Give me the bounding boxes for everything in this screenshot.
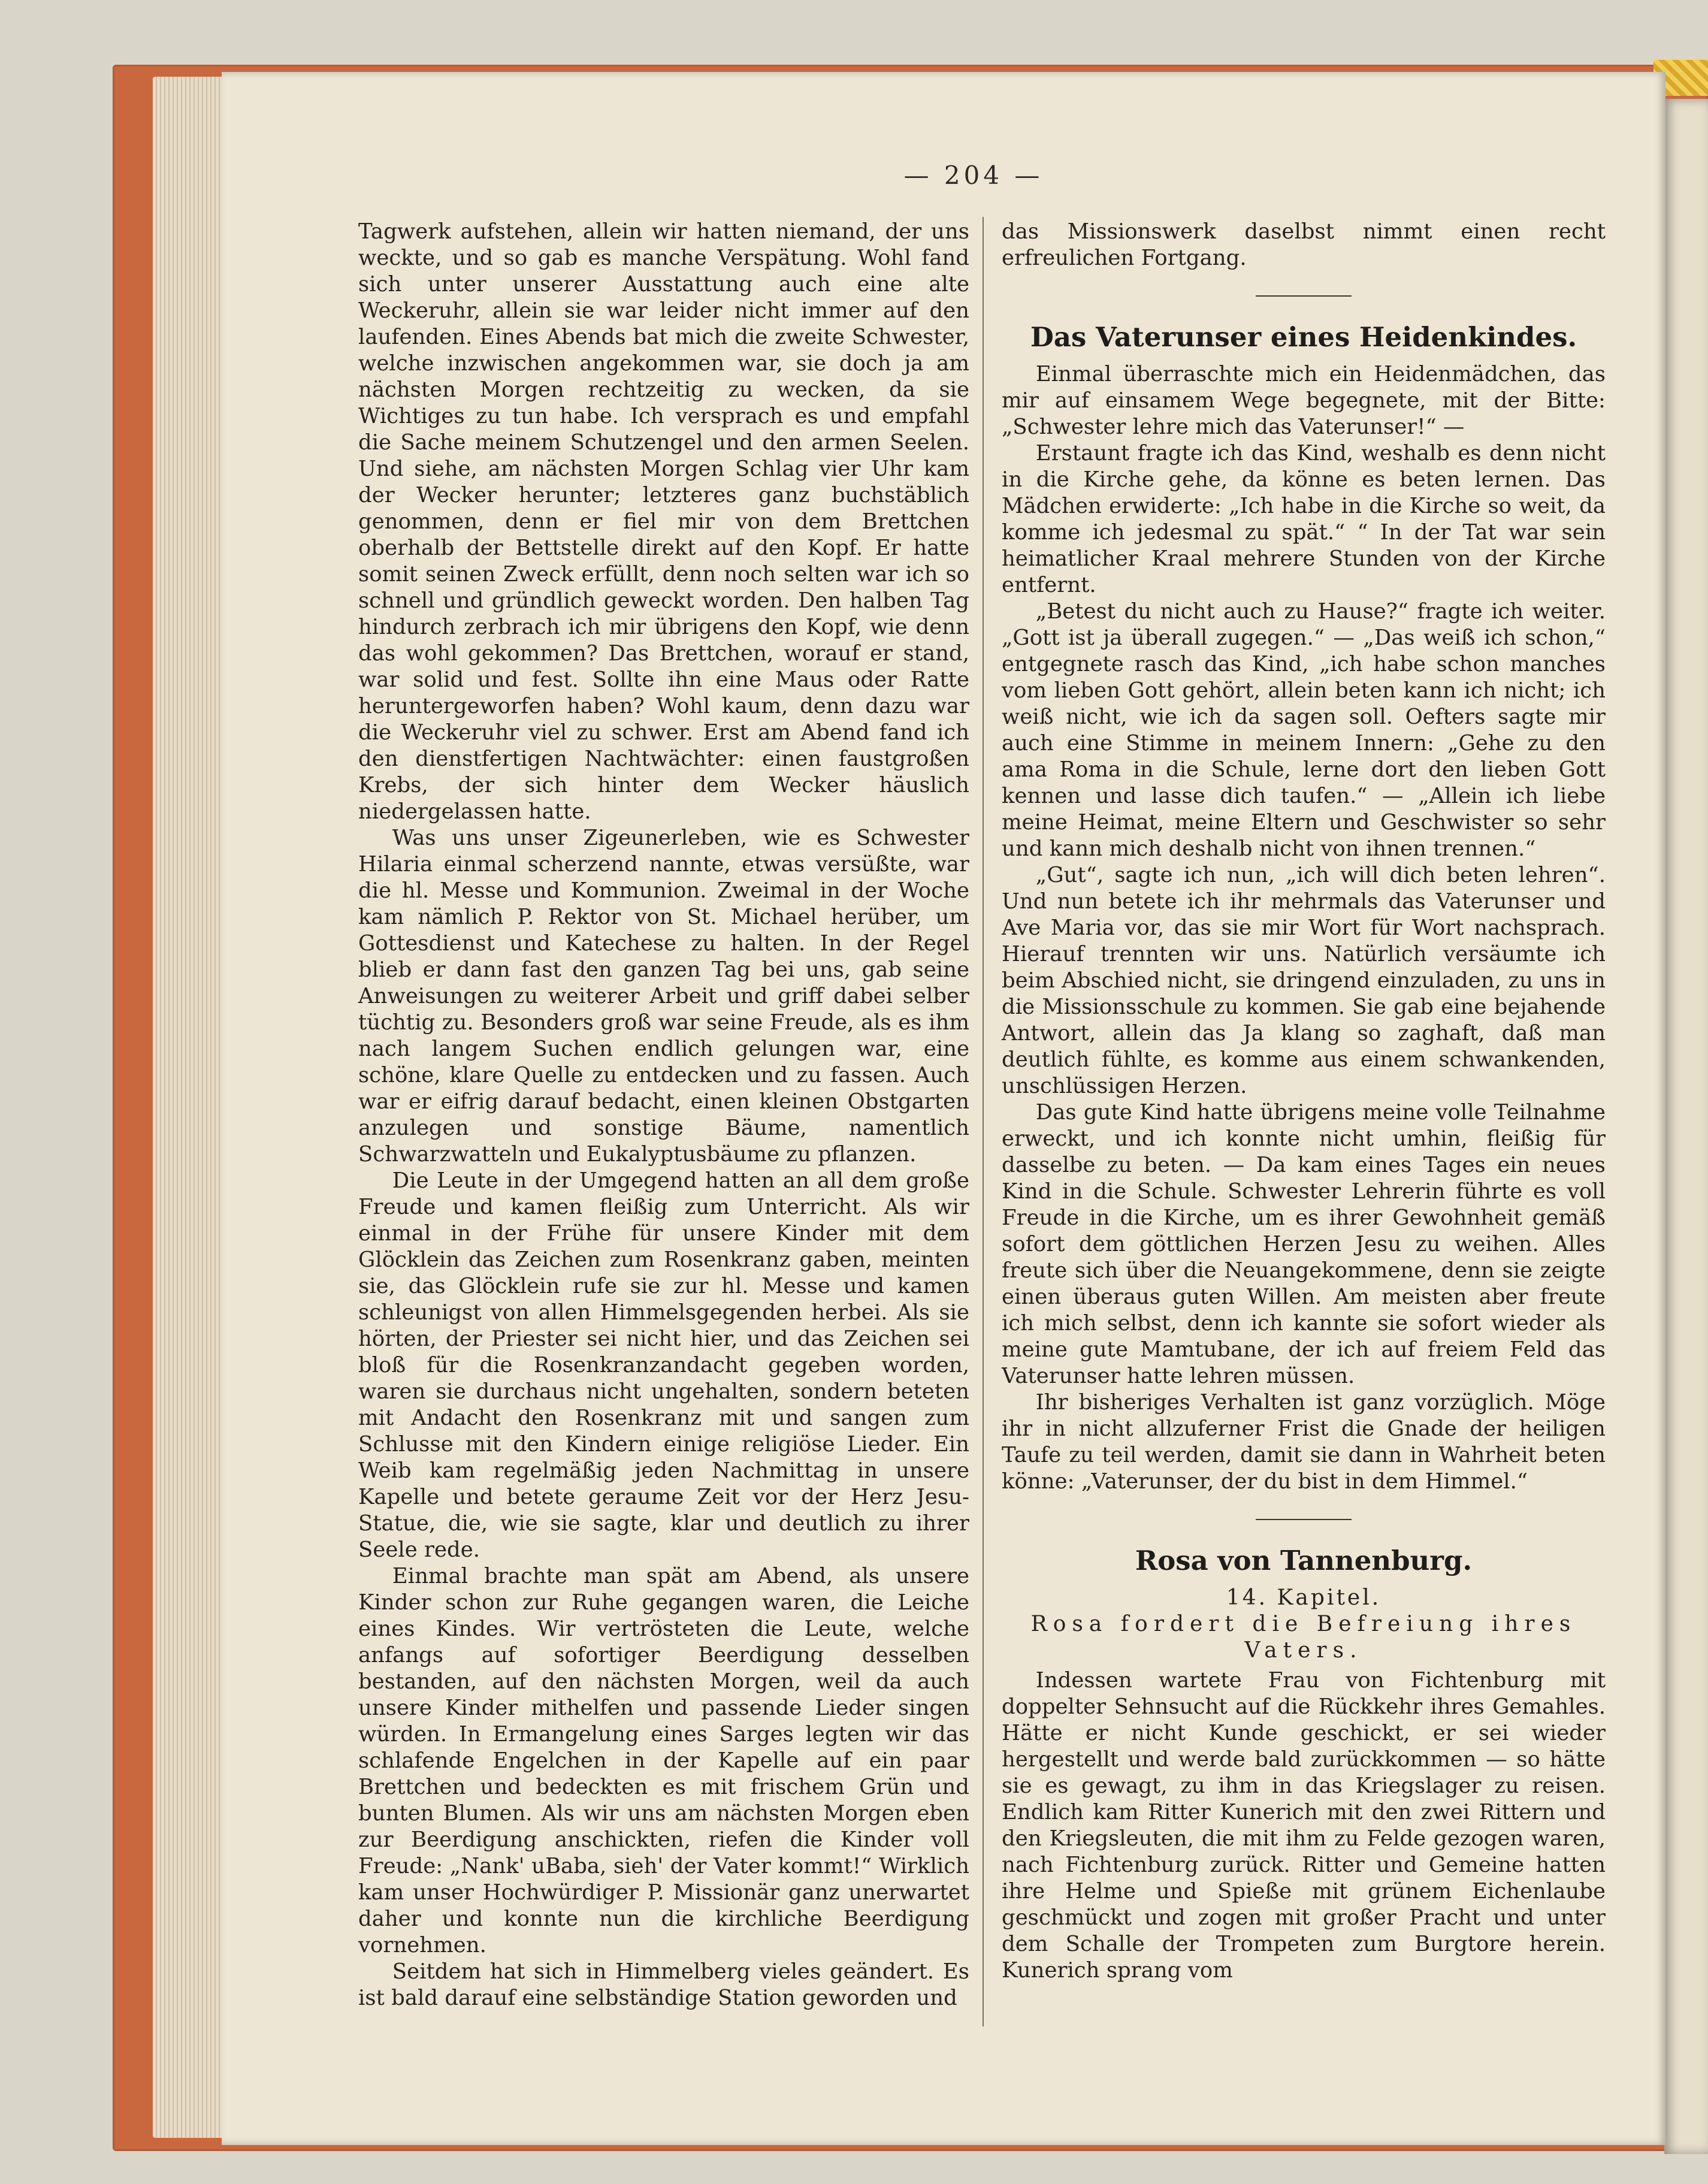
paragraph: Einmal brachte man spät am Abend, als unsere Kinder schon zur Ruhe gegangen waren, die Leiche eines Kindes. Wir vertrösteten die Leute, welche anfangs auf sofortiger Beerdigung desselben bestanden, auf den nächsten Morgen, weil da auch unsere Kinder mithelfen und passende Lieder singen würden. In Ermangelung eines Sarges legten wir das schlafende Engelchen in der Kapelle auf ein paar Brettchen und bedeckten es mit frischem Grün und bunten Blumen. Als wir uns am nächsten Morgen eben zur Beerdigung anschickten, riefen die Kinder voll Freude: „Nank' uBaba, sieh' der Vater kommt!“ Wirklich kam unser Hochwürdiger P. Missionär ganz unerwartet daher und konnte nun die kirchliche Beerdigung vornehmen. xyxy=(358,1564,969,1958)
article-title: Das Vaterunser eines Heidenkindes. xyxy=(1030,321,1577,353)
column-divider xyxy=(983,217,984,2026)
chapter-number: 14. Kapitel. xyxy=(1226,1585,1381,1610)
paragraph: Tagwerk aufstehen, allein wir hatten niemand, der uns weckte, und so gab es manche Verspätung. Wohl fand sich unter unserer Ausstattung auch eine alte Weckeruhr, allein sie war leider nicht immer auf den laufenden. Eines Abends bat mich die zweite Schwester, welche inzwischen angekommen war, sie doch ja am nächsten Morgen rechtzeitig zu wecken, da sie Wichtiges zu tun habe. Ich versprach es und empfahl die Sache meinem Schutzengel und den armen Seelen. Und siehe, am nächsten Morgen Schlag vier Uhr kam der Wecker herunter; letzteres ganz buchstäblich genommen, denn er fiel mir von dem Brettchen oberhalb der Bettstelle direkt auf den Kopf. Er hatte somit seinen Zweck erfüllt, denn noch selten war ich so schnell und gründlich geweckt worden. Den halben Tag hindurch zerbrach ich mir übrigens den Kopf, wie denn das wohl gekommen? Das Brettchen, worauf er stand, war solid und fest. Sollte ihn eine Maus oder Ratte heruntergeworfen haben? Wohl kaum, denn dazu war die Weckeruhr viel zu schwer. Erst am Abend fand ich den dienstfertigen Nachtwächter: einen faustgroßen Krebs, der sich hinter dem Wecker häuslich niedergelassen hatte. xyxy=(358,219,969,824)
section-rule xyxy=(1256,295,1352,297)
article-title: Rosa von Tannenburg. xyxy=(1135,1545,1473,1576)
paragraph: Die Leute in der Umgegend hatten an all dem große Freude und kamen fleißig zum Unterricht. Als wir einmal in der Frühe für unsere Kinder mit dem Glöcklein das Zeichen zum Rosenkranz gaben, meinten sie, das Glöcklein rufe sie zur hl. Messe und kamen schleunigst von allen Himmelsgegenden herbei. Als sie hörten, der Priester sei nicht hier, und das Zeichen sei bloß für die Rosenkranzandacht gegeben worden, waren sie durchaus nicht ungehalten, sondern beteten mit Andacht den Rosenkranz mit und sangen zum Schlusse mit den Kindern einige religiöse Lieder. Ein Weib kam regelmäßig jeden Nachmittag in unsere Kapelle und betete geraume Zeit vor der Herz Jesu-Statue, die, wie sie sagte, klar und deutlich zu ihrer Seele rede. xyxy=(358,1168,969,1562)
page-number: — 204 — xyxy=(903,161,1044,190)
paragraph: Ihr bisheriges Verhalten ist ganz vorzüglich. Möge ihr in nicht allzuferner Frist die Gnade der heiligen Taufe zu teil werden, damit sie dann in Wahrheit beten könne: „Vaterunser, der du bist in dem Himmel.“ xyxy=(1002,1390,1606,1494)
paragraph: „Betest du nicht auch zu Hause?“ fragte ich weiter. „Gott ist ja überall zugegen.“ — „Das weiß ich schon,“ entgegnete rasch das Kind, „ich habe schon manches vom lieben Gott gehört, allein beten kann ich nicht; ich weiß nicht, wie ich da sagen soll. Oefters sagte mir auch eine Stimme in meinem Innern: „Gehe zu den ama Roma in die Schule, lerne dort den lieben Gott kennen und lasse dich taufen.“ — „Allein ich liebe meine Heimat, meine Eltern und Geschwister so sehr und kann mich deshalb nicht von ihnen trennen.“ xyxy=(1002,599,1606,861)
paragraph: Erstaunt fragte ich das Kind, weshalb es denn nicht in die Kirche gehe, da könne es beten lernen. Das Mädchen erwiderte: „Ich habe in die Kirche so weit, da komme ich jedesmal zu spät.“ “ In der Tat war sein heimatlicher Kraal mehrere Stunden von der Kirche entfernt. xyxy=(1002,441,1606,597)
paragraph: Was uns unser Zigeunerleben, wie es Schwester Hilaria einmal scherzend nannte, etwas versüßte, war die hl. Messe und Kommunion. Zweimal in der Woche kam nämlich P. Rektor von St. Michael herüber, um Gottesdienst und Katechese zu halten. In der Regel blieb er dann fast den ganzen Tag bei uns, gab seine Anweisungen zu weiterer Arbeit und griff dabei selber tüchtig zu. Besonders groß war seine Freude, als es ihm nach langem Suchen endlich gelungen war, eine schöne, klare Quelle zu entdecken und zu fassen. Auch war er eifrig darauf bedacht, einen kleinen Obstgarten anzulegen und sonstige Bäume, namentlich Schwarzwatteln und Eukalyptusbäume zu pflanzen. xyxy=(358,826,969,1167)
right-column xyxy=(1002,219,1606,1984)
paragraph: das Missionswerk daselbst nimmt einen recht erfreulichen Fortgang. xyxy=(1002,219,1606,270)
section-rule xyxy=(1256,1519,1352,1520)
paragraph: Einmal überraschte mich ein Heidenmädchen, das mir auf einsamem Wege begegnete, mit der Bitte: „Schwester lehre mich das Vaterunser!“ — xyxy=(1002,362,1606,439)
chapter-title: Rosa fordert die Befreiung ihres Vaters. xyxy=(1030,1612,1577,1663)
paragraph: „Gut“, sagte ich nun, „ich will dich beten lehren“. Und nun betete ich ihr mehrmals das Vaterunser und Ave Maria vor, das sie mir Wort für Wort nachsprach. Hierauf trennten wir uns. Natürlich versäumte ich beim Abschied nicht, sie dringend einzuladen, zu uns in die Missionsschule zu kommen. Sie gab eine bejahende Antwort, allein das Ja klang so zaghaft, daß man deutlich fühlte, es komme aus einem schwankenden, unschlüssigen Herzen. xyxy=(1002,863,1606,1098)
left-column xyxy=(358,219,969,2011)
paragraph: Seitdem hat sich in Himmelberg vieles geändert. Es ist bald darauf eine selbständige Station geworden und xyxy=(358,1959,969,2010)
facing-page-edge xyxy=(1664,99,1708,2154)
paragraph: Indessen wartete Frau von Fichtenburg mit doppelter Sehnsucht auf die Rückkehr ihres Gemahles. Hätte er nicht Kunde geschickt, er sei wieder hergestellt und werde bald zurückkommen — so hätte sie es gewagt, zu ihm in das Kriegslager zu reisen. Endlich kam Ritter Kunerich mit den zwei Rittern und den Kriegsleuten, die mit ihm zu Felde gezogen waren, nach Fichtenburg zurück. Ritter und Gemeine hatten ihre Helme und Spieße mit grünem Eichenlaube geschmückt und zogen mit großer Pracht und unter dem Schalle der Trompeten zum Burgtore herein. Kunerich sprang vom xyxy=(1002,1668,1606,1983)
paragraph: Das gute Kind hatte übrigens meine volle Teilnahme erweckt, und ich konnte nicht umhin, fleißig für dasselbe zu beten. — Da kam eines Tages ein neues Kind in die Schule. Schwester Lehrerin führte es voll Freude in die Kirche, um es ihrer Gewohnheit gemäß sofort dem göttlichen Herzen Jesu zu weihen. Alles freute sich über die Neuangekommene, denn sie zeigte einen überaus guten Willen. Am meisten aber freute ich mich selbst, denn ich kannte sie sofort wieder als meine gute Mamtubane, der ich auf freiem Feld das Vaterunser hatte lehren müssen. xyxy=(1002,1100,1606,1388)
